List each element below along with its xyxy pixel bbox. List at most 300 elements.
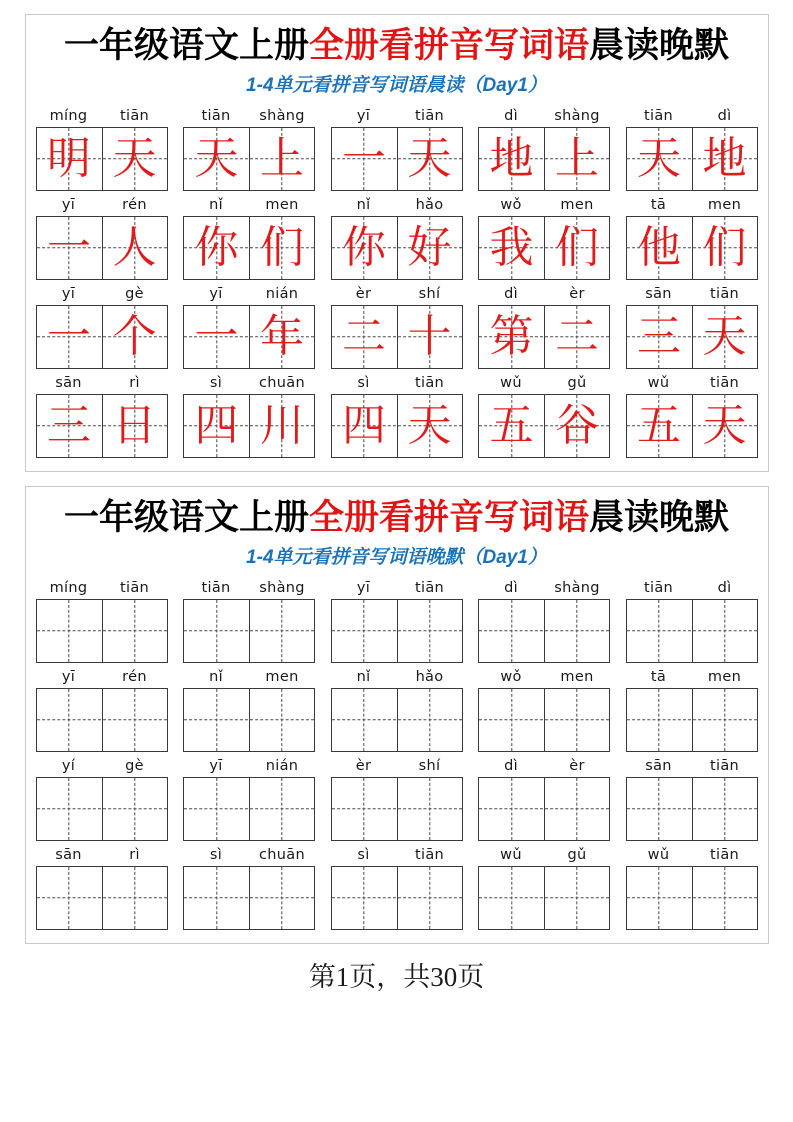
tianzige-box[interactable] [478,866,610,930]
tianzige-cell-empty[interactable] [544,778,609,840]
pinyin-label: shí [418,758,441,774]
tianzige-box[interactable] [626,866,758,930]
tianzige-box[interactable] [183,777,315,841]
hanzi-character: 四 [194,401,239,450]
pinyin-label: míng [49,108,88,124]
pinyin-pair [626,105,758,127]
word-group [331,666,463,752]
tianzige-box[interactable] [331,688,463,752]
tianzige-cell-filled[interactable] [249,128,314,190]
tianzige-box[interactable] [36,127,168,191]
tianzige-cell-filled[interactable] [332,128,397,190]
tianzige-box[interactable] [183,127,315,191]
tianzige-box[interactable] [183,394,315,458]
tianzige-cell-empty[interactable] [627,867,692,929]
word-group [626,194,758,280]
tianzige-box[interactable] [183,599,315,663]
pinyin-label: gǔ [567,375,587,391]
word-row [36,194,758,280]
tianzige-cell-filled[interactable] [184,395,249,457]
hanzi-character: 地 [489,134,534,183]
word-group [183,666,315,752]
pinyin-label: tiān [415,580,444,596]
word-row [36,372,758,458]
hanzi-character: 天 [702,312,747,361]
tianzige-box[interactable] [478,599,610,663]
tianzige-cell-empty[interactable] [479,600,544,662]
hanzi-character: 们 [260,223,304,272]
tianzige-cell-empty[interactable] [37,600,102,662]
tianzige-cell-filled[interactable] [479,217,544,279]
hanzi-character: 年 [260,312,304,361]
hanzi-character: 天 [637,134,681,183]
tianzige-cell-empty[interactable] [249,689,314,751]
pinyin-label: rì [129,847,140,863]
pinyin-label: tiān [415,375,444,391]
tianzige-box[interactable] [626,394,758,458]
tianzige-cell-filled[interactable] [332,217,397,279]
tianzige-cell-empty[interactable] [37,778,102,840]
tianzige-cell-empty[interactable] [692,689,757,751]
pinyin-label: yī [356,580,371,596]
page-number-footer: 第1页，共30页 [308,962,485,992]
title-suffix: 晨读晚默 [589,26,730,65]
title-highlight: 全册看拼音写词语 [308,26,589,65]
tianzige-cell-empty[interactable] [249,778,314,840]
tianzige-box[interactable] [478,127,610,191]
tianzige-box[interactable] [183,688,315,752]
hanzi-character: 天 [407,401,452,450]
word-group [36,372,168,458]
pinyin-label: shàng [554,108,600,124]
tianzige-cell-empty[interactable] [184,600,249,662]
word-group [478,666,610,752]
pinyin-label: yī [61,669,76,685]
pinyin-label: shí [418,286,441,302]
pinyin-pair [183,844,315,866]
pinyin-pair [478,666,610,688]
word-row [36,105,758,191]
tianzige-box[interactable] [478,305,610,369]
tianzige-cell-filled[interactable] [692,217,757,279]
tianzige-cell-empty[interactable] [184,867,249,929]
word-group [183,283,315,369]
pinyin-label: yī [356,108,371,124]
tianzige-cell-filled[interactable] [37,395,102,457]
pinyin-label: rì [129,375,140,391]
pinyin-label: men [265,669,299,685]
pinyin-label: nǐ [356,197,371,213]
tianzige-cell-filled[interactable] [249,306,314,368]
tianzige-box[interactable] [36,216,168,280]
tianzige-cell-filled[interactable] [37,217,102,279]
tianzige-cell-empty[interactable] [627,689,692,751]
tianzige-cell-empty[interactable] [544,689,609,751]
hanzi-character: 地 [702,134,747,183]
pinyin-pair [478,844,610,866]
tianzige-cell-filled[interactable] [692,306,757,368]
tianzige-cell-filled[interactable] [627,217,692,279]
page-title [36,23,758,69]
pinyin-label: wǒ [500,669,522,685]
pinyin-pair [626,194,758,216]
tianzige-cell-filled[interactable] [249,395,314,457]
hanzi-character: 我 [489,223,534,272]
tianzige-cell-empty[interactable] [332,689,397,751]
word-group [331,372,463,458]
pinyin-label: chuān [259,847,305,863]
pinyin-pair [36,755,168,777]
pinyin-pair [478,577,610,599]
pinyin-label: shàng [259,580,305,596]
word-grid [36,105,758,458]
pinyin-label: yí [61,758,76,774]
tianzige-box[interactable] [626,777,758,841]
pinyin-label: wǔ [647,847,670,863]
word-group [478,577,610,663]
word-group [478,194,610,280]
tianzige-box[interactable] [478,777,610,841]
tianzige-cell-empty[interactable] [184,689,249,751]
pinyin-pair [36,577,168,599]
tianzige-cell-empty[interactable] [479,689,544,751]
tianzige-box[interactable] [331,394,463,458]
pinyin-label: wǔ [647,375,670,391]
tianzige-cell-filled[interactable] [37,306,102,368]
worksheet-panel-morning-reading [25,14,769,472]
hanzi-character: 一 [194,312,239,361]
pinyin-label: tiān [710,847,739,863]
pinyin-pair [626,666,758,688]
tianzige-cell-filled[interactable] [249,217,314,279]
pinyin-label: dì [504,286,518,302]
tianzige-cell-filled[interactable] [544,395,609,457]
hanzi-character: 上 [260,134,304,183]
pinyin-label: tiān [644,580,673,596]
word-group [183,577,315,663]
tianzige-cell-empty[interactable] [37,867,102,929]
tianzige-cell-empty[interactable] [397,600,462,662]
word-group [331,844,463,930]
tianzige-cell-empty[interactable] [544,867,609,929]
tianzige-cell-filled[interactable] [692,395,757,457]
pinyin-pair [183,755,315,777]
pinyin-pair [36,283,168,305]
hanzi-character: 你 [342,223,386,272]
title-prefix: 一年级语文上册 [63,26,309,65]
tianzige-cell-filled[interactable] [397,128,462,190]
pinyin-pair [36,105,168,127]
pinyin-label: tiān [415,108,444,124]
word-group [36,283,168,369]
tianzige-cell-filled[interactable] [692,128,757,190]
pinyin-label: men [707,197,742,213]
hanzi-character: 好 [407,223,452,272]
pinyin-label: míng [49,580,88,596]
pinyin-pair [36,844,168,866]
tianzige-cell-empty[interactable] [102,867,167,929]
tianzige-box[interactable] [478,216,610,280]
word-group [183,844,315,930]
hanzi-character: 一 [47,223,91,272]
word-group [478,755,610,841]
word-group [478,283,610,369]
hanzi-character: 天 [702,401,747,450]
pinyin-label: tiān [120,108,149,124]
tianzige-cell-empty[interactable] [479,778,544,840]
worksheet-panel-evening-dictation [25,486,769,944]
pinyin-label: tiān [201,580,231,596]
pinyin-pair [331,283,463,305]
pinyin-label: hǎo [415,669,444,685]
pinyin-label: sì [357,847,370,863]
pinyin-label: sì [357,375,370,391]
pinyin-label: tiān [710,286,739,302]
pinyin-pair [36,372,168,394]
pinyin-label: tiān [201,108,231,124]
pinyin-label: gè [125,758,144,774]
word-row [36,755,758,841]
pinyin-label: nǐ [356,669,371,685]
hanzi-character: 二 [342,312,386,361]
tianzige-cell-empty[interactable] [627,778,692,840]
pinyin-label: rén [122,197,147,213]
word-group [331,755,463,841]
tianzige-cell-empty[interactable] [184,778,249,840]
pinyin-pair [331,844,463,866]
tianzige-box[interactable] [626,599,758,663]
pinyin-label: men [265,197,299,213]
pinyin-label: yī [61,197,76,213]
tianzige-box[interactable] [331,216,463,280]
tianzige-box[interactable] [626,127,758,191]
pinyin-label: nǐ [209,197,223,213]
tianzige-box[interactable] [183,866,315,930]
tianzige-cell-empty[interactable] [332,778,397,840]
word-group [331,194,463,280]
tianzige-cell-filled[interactable] [479,395,544,457]
pinyin-label: tiān [415,847,444,863]
tianzige-box[interactable] [36,305,168,369]
tianzige-cell-filled[interactable] [479,306,544,368]
title-highlight: 全册看拼音写词语 [308,498,589,537]
pinyin-label: èr [569,286,585,302]
word-group [36,666,168,752]
pinyin-pair [478,283,610,305]
panel-subtitle: 1-4单元看拼音写词语晨读（Day1） [246,75,547,96]
pinyin-label: èr [569,758,585,774]
tianzige-cell-filled[interactable] [184,217,249,279]
hanzi-character: 天 [194,134,239,183]
word-group [626,577,758,663]
tianzige-cell-filled[interactable] [332,306,397,368]
tianzige-cell-filled[interactable] [397,306,462,368]
word-group [478,844,610,930]
tianzige-box[interactable] [478,688,610,752]
word-group [626,105,758,191]
tianzige-cell-filled[interactable] [544,306,609,368]
tianzige-cell-empty[interactable] [397,867,462,929]
word-group [331,105,463,191]
tianzige-cell-empty[interactable] [102,778,167,840]
tianzige-cell-filled[interactable] [627,395,692,457]
pinyin-pair [183,666,315,688]
tianzige-box[interactable] [183,216,315,280]
tianzige-cell-empty[interactable] [249,600,314,662]
word-group [478,105,610,191]
hanzi-character: 上 [555,134,599,183]
tianzige-cell-empty[interactable] [692,778,757,840]
tianzige-cell-filled[interactable] [184,306,249,368]
tianzige-box[interactable] [331,127,463,191]
pinyin-label: èr [355,286,372,302]
tianzige-cell-filled[interactable] [397,395,462,457]
word-group [626,666,758,752]
pinyin-label: nián [265,758,299,774]
pinyin-label: dì [717,108,732,124]
pinyin-label: wǔ [500,847,522,863]
pinyin-label: yī [209,286,223,302]
tianzige-box[interactable] [36,394,168,458]
hanzi-character: 五 [489,401,534,450]
tianzige-cell-empty[interactable] [692,600,757,662]
pinyin-label: yī [61,286,76,302]
tianzige-cell-empty[interactable] [37,689,102,751]
tianzige-box[interactable] [331,777,463,841]
pinyin-label: wǒ [500,197,522,213]
hanzi-character: 们 [555,223,599,272]
word-group [626,372,758,458]
tianzige-cell-filled[interactable] [102,128,167,190]
hanzi-character: 一 [342,134,386,183]
word-group [36,105,168,191]
pinyin-pair [626,577,758,599]
tianzige-box[interactable] [36,599,168,663]
title-suffix: 晨读晚默 [589,498,730,537]
tianzige-box[interactable] [36,866,168,930]
tianzige-box[interactable] [478,394,610,458]
pinyin-label: wǔ [500,375,522,391]
tianzige-box[interactable] [331,305,463,369]
word-group [183,755,315,841]
tianzige-cell-empty[interactable] [102,689,167,751]
pinyin-pair [36,666,168,688]
tianzige-box[interactable] [36,777,168,841]
pinyin-label: tā [650,669,667,685]
pinyin-label: dì [504,108,518,124]
tianzige-box[interactable] [626,688,758,752]
tianzige-cell-empty[interactable] [332,600,397,662]
tianzige-cell-filled[interactable] [544,128,609,190]
tianzige-box[interactable] [331,599,463,663]
pinyin-label: gǔ [567,847,587,863]
tianzige-cell-empty[interactable] [397,778,462,840]
tianzige-cell-empty[interactable] [544,600,609,662]
tianzige-cell-filled[interactable] [102,395,167,457]
hanzi-character: 十 [407,312,452,361]
hanzi-character: 五 [637,401,681,450]
pinyin-pair [478,755,610,777]
tianzige-cell-empty[interactable] [692,867,757,929]
tianzige-cell-filled[interactable] [184,128,249,190]
hanzi-character: 个 [112,312,157,361]
word-group [183,105,315,191]
word-group [36,577,168,663]
pinyin-label: sān [645,286,672,302]
tianzige-cell-empty[interactable] [332,867,397,929]
pinyin-pair [183,372,315,394]
hanzi-character: 三 [637,312,681,361]
tianzige-cell-filled[interactable] [397,217,462,279]
pinyin-pair [331,666,463,688]
hanzi-character: 川 [260,401,304,450]
tianzige-box[interactable] [36,688,168,752]
hanzi-character: 你 [194,223,239,272]
pinyin-pair [183,105,315,127]
tianzige-cell-filled[interactable] [37,128,102,190]
hanzi-character: 第 [489,312,534,361]
pinyin-label: tiān [710,375,739,391]
tianzige-cell-filled[interactable] [544,217,609,279]
pinyin-pair [626,755,758,777]
pinyin-pair [626,283,758,305]
pinyin-pair [331,755,463,777]
pinyin-label: shàng [259,108,305,124]
tianzige-cell-filled[interactable] [332,395,397,457]
pinyin-label: sān [55,375,82,391]
pinyin-pair [331,194,463,216]
pinyin-pair [626,844,758,866]
title-prefix: 一年级语文上册 [63,498,309,537]
word-group [331,283,463,369]
hanzi-character: 天 [112,134,157,183]
pinyin-pair [331,105,463,127]
tianzige-cell-empty[interactable] [627,600,692,662]
tianzige-cell-empty[interactable] [102,600,167,662]
pinyin-label: men [707,669,742,685]
word-group [478,372,610,458]
tianzige-cell-empty[interactable] [249,867,314,929]
pinyin-label: nǐ [209,669,223,685]
tianzige-box[interactable] [331,866,463,930]
pinyin-label: shàng [554,580,600,596]
pinyin-pair [183,194,315,216]
pinyin-label: sān [55,847,82,863]
tianzige-cell-filled[interactable] [102,217,167,279]
tianzige-cell-filled[interactable] [102,306,167,368]
tianzige-box[interactable] [626,216,758,280]
pinyin-label: nián [265,286,299,302]
word-group [36,844,168,930]
word-row [36,283,758,369]
word-group [36,755,168,841]
word-group [183,194,315,280]
pinyin-label: sān [645,758,672,774]
pinyin-label: gè [125,286,144,302]
tianzige-box[interactable] [183,305,315,369]
word-group [626,755,758,841]
tianzige-cell-filled[interactable] [627,128,692,190]
tianzige-cell-empty[interactable] [397,689,462,751]
pinyin-label: hǎo [415,197,444,213]
tianzige-cell-filled[interactable] [627,306,692,368]
tianzige-cell-empty[interactable] [479,867,544,929]
tianzige-box[interactable] [626,305,758,369]
word-grid [36,577,758,930]
hanzi-character: 们 [702,223,747,272]
tianzige-cell-filled[interactable] [479,128,544,190]
pinyin-label: tiān [710,758,739,774]
